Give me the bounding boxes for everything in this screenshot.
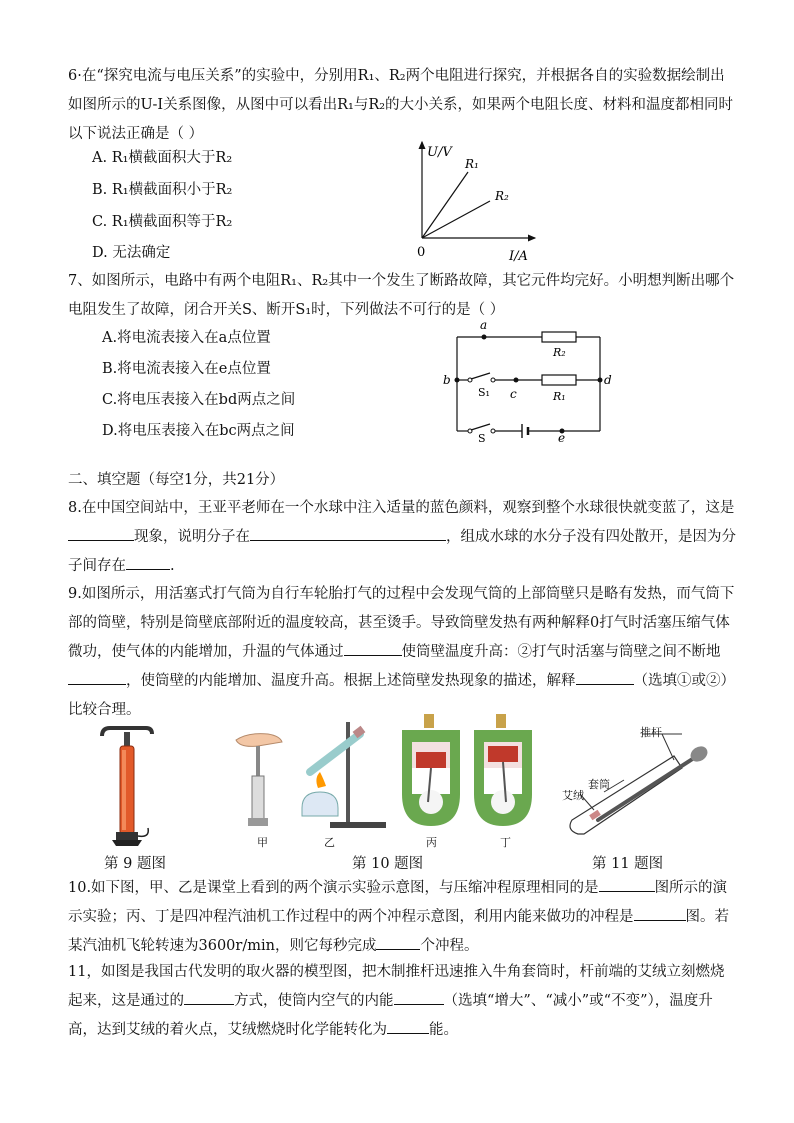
q7-stem: 7、如图所示，电路中有两个电阻R₁、R₂其中一个发生了断路故障，其它元件均完好。小明想判断出哪个电阻发生了故障，闭合开关S、断开S₁时，下列做法不可行的是（ ） — [68, 273, 735, 318]
fig11-label-tuigan: 推杆 — [640, 726, 662, 739]
fig10-bing-engine — [398, 712, 464, 832]
q7-option-d: D.将电压表接入在bc两点之间 — [102, 423, 295, 439]
q7-s-switch — [471, 424, 490, 430]
svg-text:d: d — [604, 373, 612, 387]
q6-y-label: U/V — [427, 145, 452, 160]
q10-text: 10.如下图，甲、乙是课堂上看到的两个演示实验示意图，与压缩冲程原理相同的是 图所示的演示实验；丙、丁是四冲程汽油机工作过程中的两个冲程示意图，利用内能来做功的冲程是 图。若某汽油机飞轮转速为3600r/min，则它每秒完成 个冲程。 — [68, 874, 736, 961]
q6-r2-label: R₂ — [495, 189, 509, 203]
fig10-yi-test-tube-burner — [290, 712, 390, 832]
q10-blank-1[interactable] — [599, 875, 655, 892]
q6-option-a: A. R₁横截面积大于R₂ — [92, 150, 233, 166]
fig10-ding-engine — [470, 712, 536, 832]
svg-text:b: b — [443, 373, 451, 387]
q6-stem: 6·在“探究电流与电压关系”的实验中，分别用R₁、R₂两个电阻进行探究，并根据各自的实验数据绘制出如图所示的U-I关系图像，从图中可以看出R₁与R₂的大小关系，如果两个电阻长度、材料和温度都相同时以下说法正确是（ ） — [68, 68, 734, 142]
q6-x-label: I/A — [509, 249, 528, 264]
q9-blank-2[interactable] — [68, 668, 126, 685]
fig9-caption: 第 9 题图 — [104, 856, 166, 872]
q7-option-c: C.将电压表接入在bd两点之间 — [102, 392, 296, 408]
svg-text:S: S — [478, 432, 486, 444]
svg-text:R₂: R₂ — [553, 346, 566, 359]
q6-option-c: C. R₁横截面积等于R₂ — [92, 214, 233, 230]
q8-blank-3[interactable] — [126, 553, 170, 570]
svg-text:e: e — [558, 431, 566, 444]
q9-text: 9.如图所示，用活塞式打气筒为自行车轮胎打气的过程中会发现气筒的上部筒壁只是略有发热，而气筒下部的筒壁，特别是筒壁底部附近的温度较高，甚至烫手。导致筒壁发热有两种解释0打气时活塞压缩气体微功，使气体的内能增加，升温的气体通过 使筒壁温度升高：②打气时活塞与筒壁之间不断地，使筒壁的内能增加、温度升高。根据上述筒壁发热现象的描述，解释 （选填①或②）比较合理。 — [68, 586, 735, 718]
q6-ui-graph — [405, 138, 545, 266]
q6-option-b: B. R₁横截面积小于R₂ — [92, 182, 233, 198]
section-2-title: 二、填空题（每空1分，共21分） — [68, 472, 285, 488]
q10-blank-2[interactable] — [634, 904, 686, 921]
fig10-label-bing: 丙 — [426, 836, 437, 849]
fig10-label-yi: 乙 — [324, 836, 335, 849]
q6-option-d: D. 无法确定 — [92, 245, 171, 261]
fig10-label-jia: 甲 — [257, 836, 268, 849]
q11-text: 11，如图是我国古代发明的取火器的模型图，把木制推杆迅速推入牛角套筒时，杆前端的艾绒立刻燃烧起来，这是通过的 方式，使筒内空气的内能 （选填“增大”、“减小”或“不变”），温度升高，达到艾绒的着火点，艾绒燃烧时化学能转化为 能。 — [68, 964, 725, 1038]
q8-blank-1[interactable] — [68, 524, 134, 541]
svg-text:R₁: R₁ — [553, 390, 566, 403]
q7-s1-switch — [471, 373, 490, 379]
fig10-caption: 第 10 题图 — [352, 856, 424, 872]
q9-blank-3[interactable] — [576, 668, 634, 685]
q7-r1-resistor — [542, 375, 576, 385]
q7-circuit-diagram — [438, 318, 618, 444]
q6-line-r1 — [422, 172, 468, 238]
q7-option-a: A.将电流表接入在a点位置 — [102, 330, 271, 346]
fig11-label-airong: 艾绒 — [562, 789, 584, 802]
fig11-label-taotong: 套筒 — [588, 778, 610, 791]
q6-origin: 0 — [417, 245, 426, 260]
svg-text:c: c — [510, 387, 517, 401]
fig11-caption: 第 11 题图 — [592, 856, 664, 872]
q7-r2-resistor — [542, 332, 576, 342]
fig9-pump — [98, 722, 158, 852]
q10-blank-3[interactable] — [376, 933, 420, 950]
fig11-fire-piston — [558, 724, 718, 848]
fig10-label-ding: 丁 — [500, 836, 511, 849]
q9-blank-1[interactable] — [344, 639, 402, 656]
fig10-jia-hand-cylinder — [228, 722, 288, 832]
q11-blank-3[interactable] — [387, 1017, 429, 1034]
q7-option-b: B.将电流表接入在e点位置 — [102, 361, 271, 377]
q6-r1-label: R₁ — [465, 157, 479, 171]
q8-blank-2[interactable] — [250, 524, 446, 541]
q11-blank-2[interactable] — [394, 988, 444, 1005]
q8-text: 8.在中国空间站中，王亚平老师在一个水球中注入适量的蓝色颜料，观察到整个水球很快就变蓝了，这是现象，说明分子在 ，组成水球的水分子没有四处散开，是因为分子间存在 . — [68, 500, 736, 574]
q6-line-r2 — [422, 201, 490, 238]
svg-text:a: a — [480, 318, 488, 332]
svg-text:S₁: S₁ — [478, 386, 490, 399]
q11-blank-1[interactable] — [184, 988, 234, 1005]
